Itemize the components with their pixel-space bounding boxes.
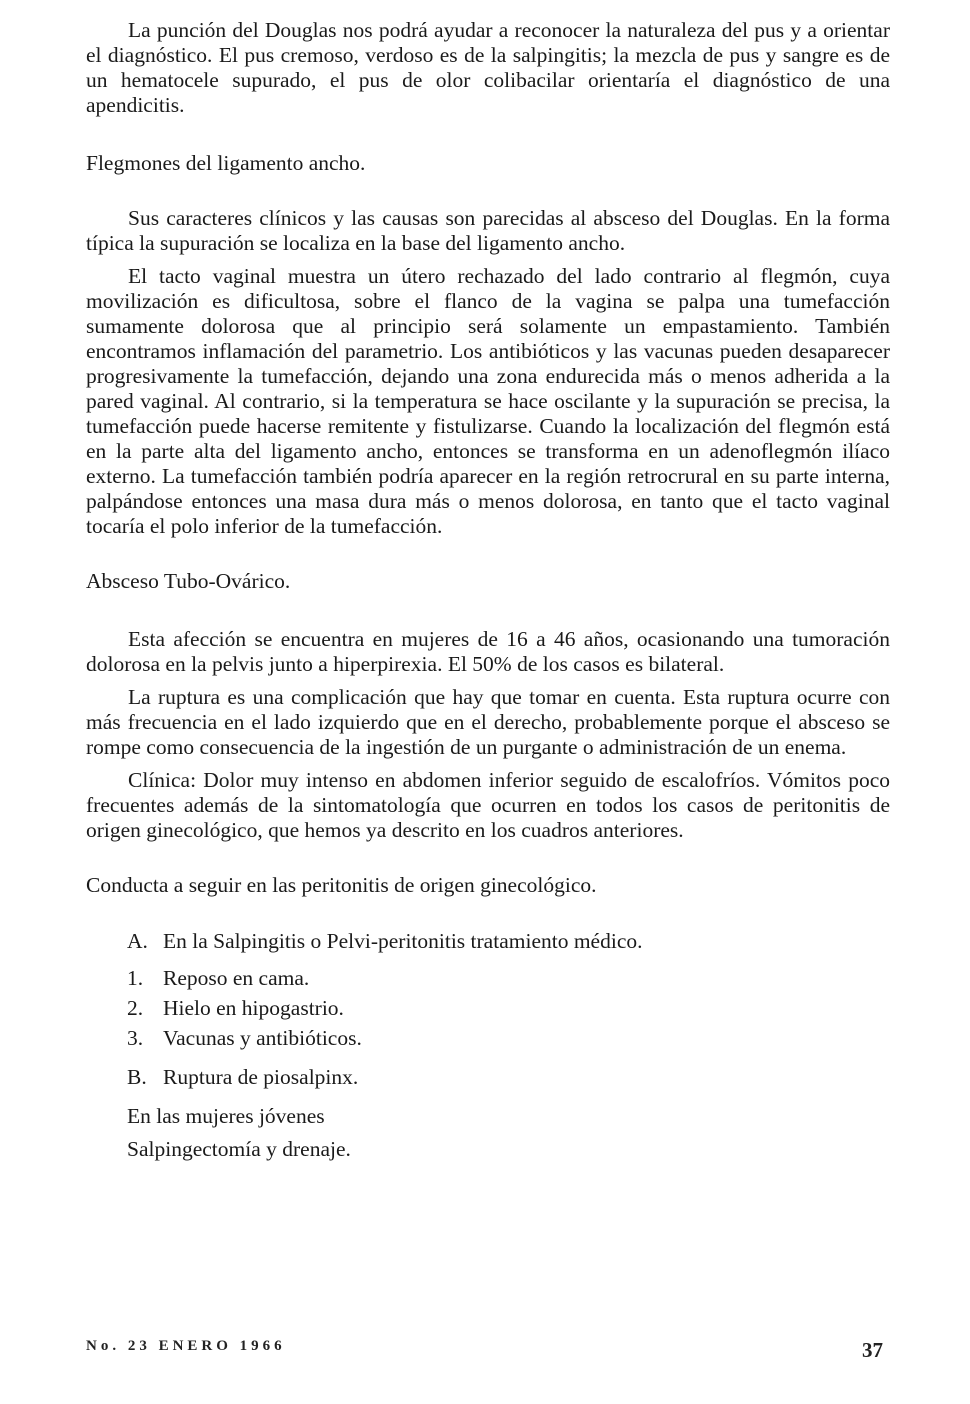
section-heading-absceso: Absceso Tubo-Ovárico.: [86, 569, 291, 593]
text-line-mujeres: En las mujeres jóvenes: [127, 1104, 325, 1128]
list-item-2-marker: 2.: [127, 996, 144, 1020]
flegmones-paragraph-1: Sus caracteres clínicos y las causas son parecidas al absceso del Douglas. En la forma típica la supuración se localiza en la base del ligamento ancho.: [86, 206, 890, 255]
list-item-2: [86, 996, 890, 1021]
section-heading-flegmones: Flegmones del ligamento ancho.: [86, 151, 366, 175]
absceso-paragraph-3: Clínica: Dolor muy intenso en abdomen inferior seguido de escalofríos. Vómitos poco frecuentes además de la sintomatología que ocurren en todos los casos de peritonitis de origen ginecológico, que hemos ya descrito en los cuadros anteriores.: [86, 768, 890, 842]
list-item-1-marker: 1.: [127, 966, 144, 990]
absceso-paragraph-1: Esta afección se encuentra en mujeres de 16 a 46 años, ocasionando una tumoración dolorosa en la pelvis junto a hiperpirexia. El 50% de los casos es bilateral.: [86, 627, 890, 676]
text-line-salpingectomia: Salpingectomía y drenaje.: [127, 1137, 351, 1161]
list-item-1: [86, 966, 890, 991]
list-item-b-text: Ruptura de piosalpinx.: [163, 1065, 359, 1089]
document-page: [86, 18, 890, 1388]
list-item-b: [86, 1065, 890, 1090]
list-item-a: [86, 929, 890, 954]
list-item-a-marker: A.: [127, 929, 148, 953]
footer-issue: No. 23 ENERO 1966: [86, 1338, 286, 1354]
list-item-b-marker: B.: [127, 1065, 147, 1089]
page-number: 37: [862, 1338, 883, 1362]
list-item-3-text: Vacunas y antibióticos.: [163, 1026, 362, 1050]
absceso-paragraph-2: La ruptura es una complicación que hay que tomar en cuenta. Esta ruptura ocurre con más frecuencia en el lado izquierdo que en el derecho, probablemente porque el absceso se rompe como consecuencia de la ingestión de un purgante o administración de un enema.: [86, 685, 890, 759]
section-heading-conducta: Conducta a seguir en las peritonitis de origen ginecológico.: [86, 873, 597, 897]
list-item-3-marker: 3.: [127, 1026, 144, 1050]
list-item-2-text: Hielo en hipogastrio.: [163, 996, 344, 1020]
list-item-a-text: En la Salpingitis o Pelvi-peritonitis tratamiento médico.: [163, 929, 643, 953]
flegmones-paragraph-2: El tacto vaginal muestra un útero rechazado del lado contrario al flegmón, cuya movilización es dificultosa, sobre el flanco de la vagina se palpa una tumefacción sumamente dolorosa que al principio será solamente un empastamiento. También encontramos inflamación del parametrio. Los antibióticos y las vacunas pueden desaparecer progresivamente la tumefacción, dejando una zona endurecida más o menos adherida a la pared vaginal. Al contrario, si la temperatura se hace oscilante y la supuración se precisa, la tumefacción puede hacerse remitente y fistulizarse. Cuando la localización del flegmón está en la parte alta del ligamento ancho, entonces se transforma en un adenoflegmón ilíaco externo. La tumefacción también podría aparecer en la región retrocrural en su parte interna, palpándose entonces una masa dura más o menos dolorosa, en tanto que el tacto vaginal tocaría el polo inferior de la tumefacción.: [86, 264, 890, 538]
list-item-1-text: Reposo en cama.: [163, 966, 310, 990]
list-item-3: [86, 1026, 890, 1051]
intro-paragraph: La punción del Douglas nos podrá ayudar a reconocer la naturaleza del pus y a orientar el diagnóstico. El pus cremoso, verdoso es de la salpingitis; la mezcla de pus y sangre es de un hematocele supurado, el pus de olor colibacilar orientaría el diagnóstico de una apendicitis.: [86, 18, 890, 117]
